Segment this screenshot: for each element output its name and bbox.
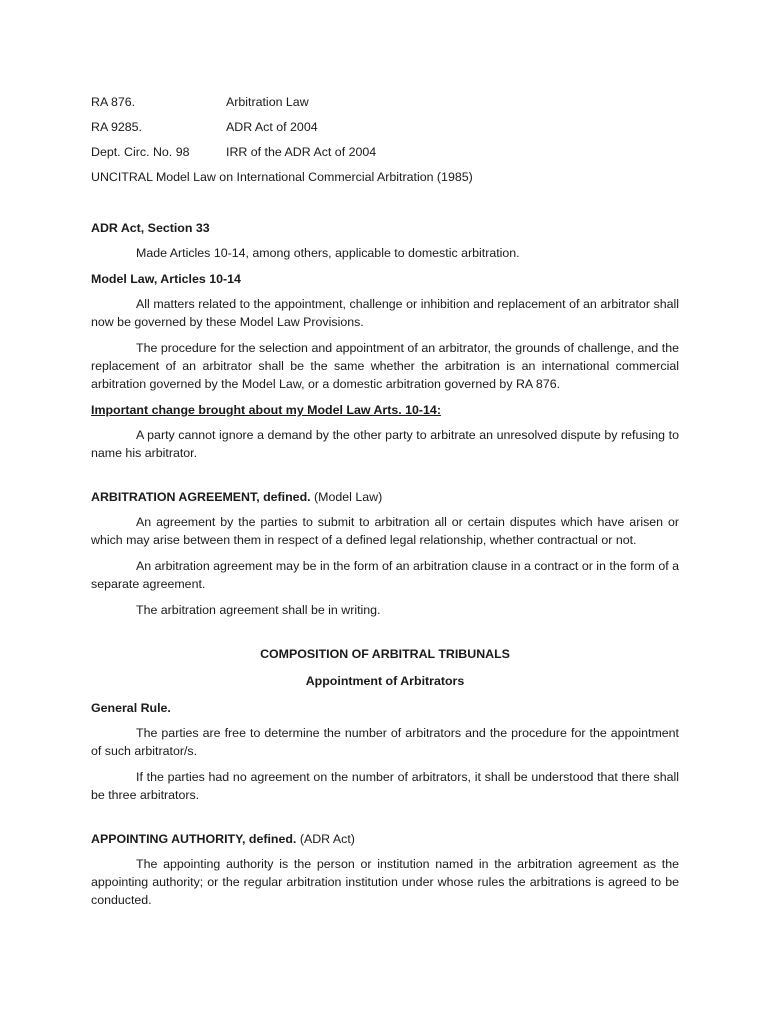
- model-law-paragraph: The procedure for the selection and appointment of an arbitrator, the grounds of challenge, and the replacement of an arbitrator shall be the same whether the arbitration is an international commercial arbitration governed by the Model Law, or a domestic arbitration governed by RA 876.: [91, 341, 679, 391]
- composition-subtitle: Appointment of Arbitrators: [305, 674, 465, 688]
- composition-title: COMPOSITION OF ARBITRAL TRIBUNALS: [260, 647, 510, 661]
- arbitration-agreement-heading: [91, 488, 679, 506]
- important-change-text: A party cannot ignore a demand by the other party to arbitrate an unresolved dispute by refusing to name his arbitrator.: [91, 428, 679, 460]
- ref-title: Arbitration Law: [226, 95, 309, 109]
- document-page: [91, 93, 679, 917]
- appointing-authority-heading: [91, 830, 679, 848]
- general-rule-heading: General Rule.: [91, 701, 171, 715]
- arbitration-agreement-paragraph: An agreement by the parties to submit to arbitration all or certain disputes which have arisen or which may arise between them in respect of a defined legal relationship, whether contractual or not.: [91, 515, 679, 547]
- arbitration-agreement-source: (Model Law): [310, 490, 383, 504]
- ref-code: RA 876.: [91, 95, 136, 109]
- ref-code: Dept. Circ. No. 98: [91, 145, 190, 159]
- general-rule-paragraph: If the parties had no agreement on the number of arbitrators, it shall be understood that there shall be three arbitrators.: [91, 770, 679, 802]
- adr-section33-heading: ADR Act, Section 33: [91, 221, 210, 235]
- appointing-authority-source: (ADR Act): [296, 832, 355, 846]
- ref-title: ADR Act of 2004: [226, 120, 318, 134]
- ref-row: [91, 143, 679, 168]
- important-change-heading: Important change brought about my Model Law Arts. 10-14:: [91, 403, 441, 417]
- ref-code: RA 9285.: [91, 120, 142, 134]
- model-law-paragraph: All matters related to the appointment, challenge or inhibition and replacement of an arbitrator shall now be governed by these Model Law Provisions.: [91, 297, 679, 329]
- arbitration-agreement-paragraph: The arbitration agreement shall be in writing.: [136, 603, 381, 617]
- appointing-authority-term: APPOINTING AUTHORITY, defined.: [91, 832, 297, 846]
- arbitration-agreement-term: ARBITRATION AGREEMENT, defined.: [91, 490, 311, 504]
- general-rule-paragraph: The parties are free to determine the number of arbitrators and the procedure for the appointment of such arbitrator/s.: [91, 726, 679, 758]
- arbitration-agreement-paragraph: An arbitration agreement may be in the form of an arbitration clause in a contract or in the form of a separate agreement.: [91, 559, 679, 591]
- model-law-heading: Model Law, Articles 10-14: [91, 272, 241, 286]
- adr-section33-text: Made Articles 10-14, among others, applicable to domestic arbitration.: [136, 246, 520, 260]
- ref-row: [91, 93, 679, 118]
- ref-title: IRR of the ADR Act of 2004: [226, 145, 377, 159]
- uncitral-line: UNCITRAL Model Law on International Commercial Arbitration (1985): [91, 170, 473, 184]
- appointing-authority-paragraph: The appointing authority is the person or institution named in the arbitration agreement as the appointing authority; or the regular arbitration institution under whose rules the arbitrations is agreed to be conducted.: [91, 857, 679, 907]
- ref-row: [91, 118, 679, 143]
